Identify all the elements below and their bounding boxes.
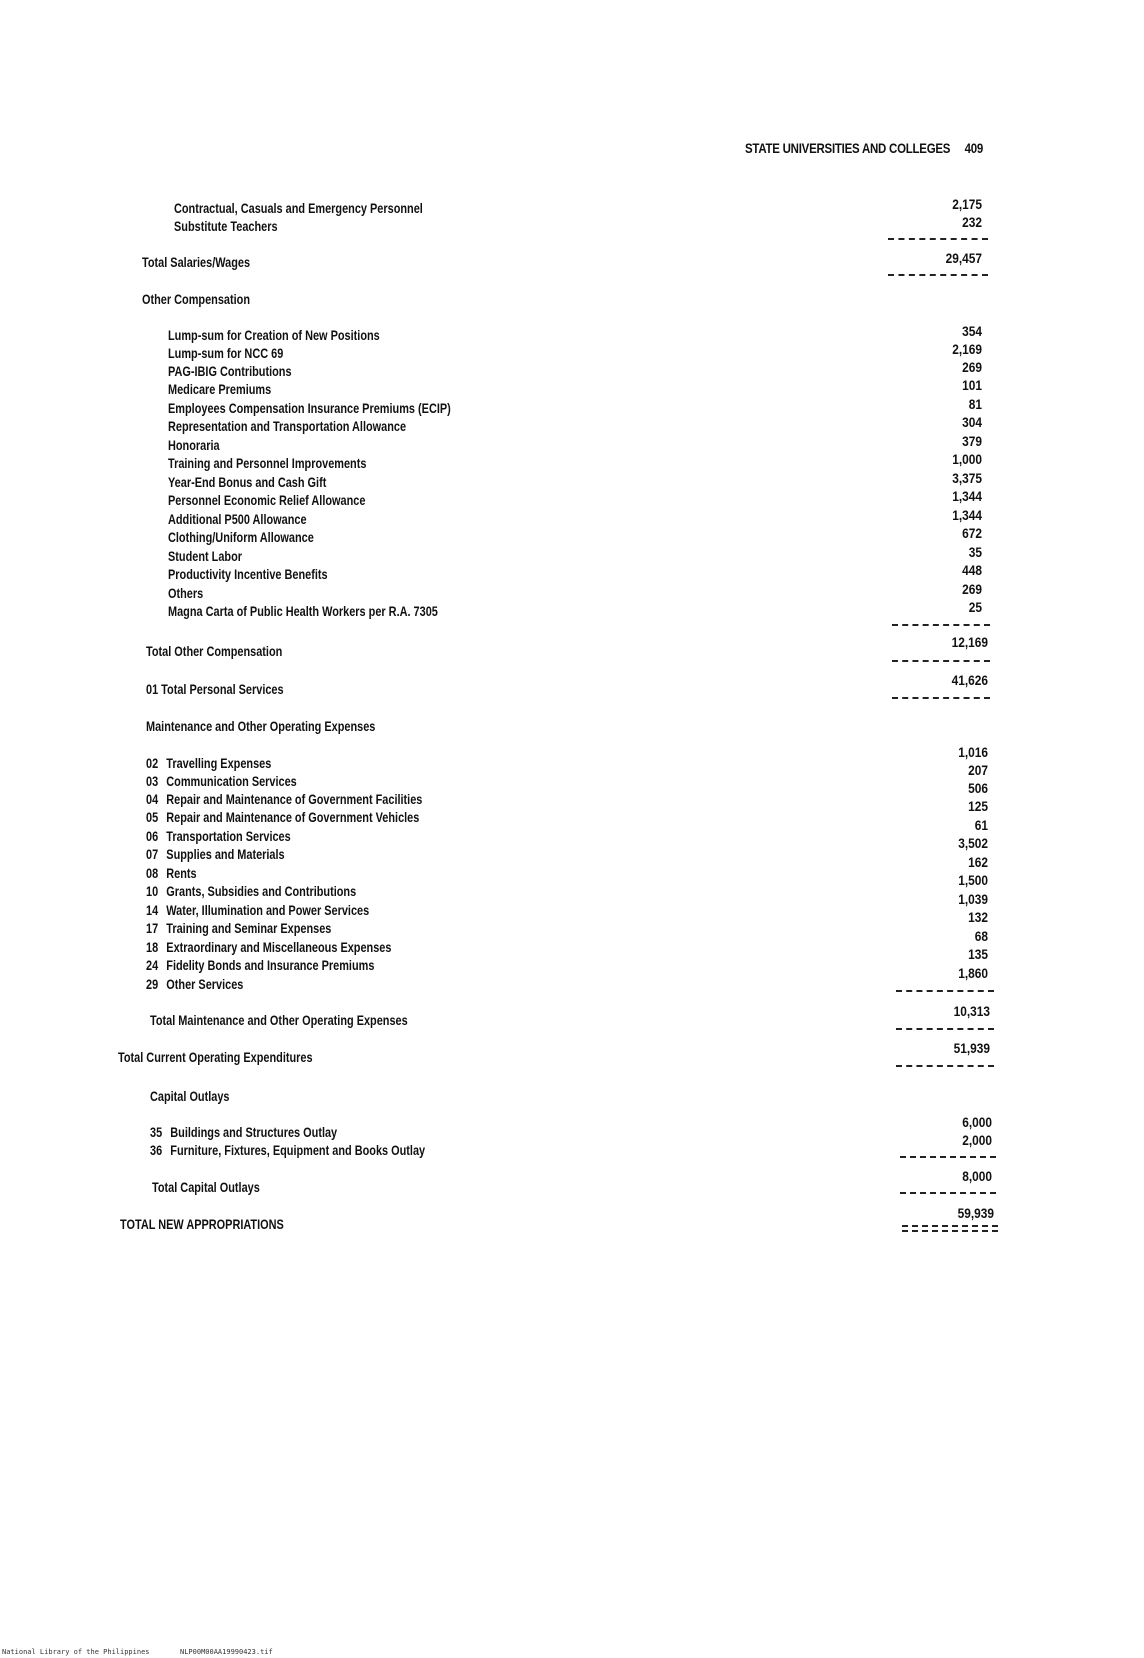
salary-item-amount: 232: [962, 214, 982, 230]
mooe-item-label: Communication Services: [166, 773, 297, 789]
salary-item-amount: 2,175: [952, 196, 982, 212]
subtotal-rule: [896, 990, 994, 992]
other-comp-item-amount: 379: [962, 433, 982, 449]
capital-outlay-item-amount: 6,000: [962, 1114, 992, 1130]
other-comp-item-amount: 1,344: [952, 507, 982, 523]
subtotal-rule: [892, 624, 990, 626]
other-comp-item-label: Personnel Economic Relief Allowance: [168, 492, 366, 508]
other-comp-item-amount: 101: [962, 377, 982, 393]
subtotal-rule: [888, 238, 988, 240]
other-comp-item-amount: 3,375: [952, 470, 982, 486]
salary-item-label: Substitute Teachers: [174, 218, 278, 234]
total-current-operating-amount: 51,939: [953, 1040, 990, 1056]
mooe-item-amount: 207: [968, 762, 988, 778]
object-code: 08: [146, 865, 159, 881]
total-current-operating-label: Total Current Operating Expenditures: [118, 1049, 313, 1065]
total-other-comp-amount: 12,169: [951, 634, 988, 650]
other-comp-item-amount: 1,344: [952, 488, 982, 504]
mooe-item-amount: 61: [974, 817, 988, 833]
capital-outlay-item-label: Furniture, Fixtures, Equipment and Books Outlay: [170, 1142, 426, 1158]
total-rule: [888, 274, 988, 276]
total-salaries-amount: 29,457: [945, 250, 982, 266]
capital-outlay-item: [150, 1124, 337, 1140]
other-comp-item-label: Additional P500 Allowance: [168, 511, 307, 527]
total-mooe-label: Total Maintenance and Other Operating Expenses: [150, 1012, 408, 1028]
mooe-item-amount: 1,016: [958, 744, 988, 760]
mooe-item-label: Fidelity Bonds and Insurance Premiums: [166, 957, 375, 973]
mooe-item: [146, 828, 291, 844]
mooe-item: [146, 865, 197, 881]
object-code: 06: [146, 828, 159, 844]
capital-outlay-item-amount: 2,000: [962, 1132, 992, 1148]
footer-file-id: NLP00M00AA19990423.tif: [180, 1648, 273, 1656]
mooe-item-label: Rents: [166, 865, 197, 881]
other-comp-item-label: Lump-sum for Creation of New Positions: [168, 327, 380, 343]
other-comp-item-label: Student Labor: [168, 548, 243, 564]
other-comp-item-amount: 269: [962, 581, 982, 597]
object-code: 17: [146, 920, 159, 936]
mooe-item-label: Extraordinary and Miscellaneous Expenses: [166, 939, 392, 955]
other-comp-item-amount: 1,000: [952, 451, 982, 467]
total-rule: [892, 697, 990, 699]
mooe-item: [146, 920, 331, 936]
mooe-item-label: Water, Illumination and Power Services: [166, 902, 370, 918]
mooe-item-amount: 135: [968, 946, 988, 962]
other-comp-item-label: Year-End Bonus and Cash Gift: [168, 474, 327, 490]
other-comp-item-amount: 81: [968, 396, 982, 412]
object-code: 10: [146, 883, 159, 899]
other-comp-item-label: Others: [168, 585, 204, 601]
total-rule: [896, 1065, 994, 1067]
section-heading: Other Compensation: [142, 291, 251, 307]
other-comp-item-amount: 269: [962, 359, 982, 375]
mooe-item: [146, 976, 243, 992]
object-code: 14: [146, 902, 159, 918]
mooe-item: [146, 791, 422, 807]
mooe-item-label: Supplies and Materials: [166, 846, 285, 862]
object-code: 29: [146, 976, 159, 992]
mooe-item-amount: 1,039: [958, 891, 988, 907]
object-code: 05: [146, 809, 159, 825]
mooe-item-label: Repair and Maintenance of Government Facilities: [166, 791, 423, 807]
section-heading: Maintenance and Other Operating Expenses: [146, 718, 376, 734]
other-comp-item-label: Medicare Premiums: [168, 381, 272, 397]
mooe-item: [146, 755, 271, 771]
total-capital-outlays-amount: 8,000: [962, 1168, 992, 1184]
mooe-item-label: Training and Seminar Expenses: [166, 920, 332, 936]
other-comp-item-label: Lump-sum for NCC 69: [168, 345, 284, 361]
object-code: 24: [146, 957, 159, 973]
object-code: 18: [146, 939, 159, 955]
mooe-item-label: Transportation Services: [166, 828, 291, 844]
mooe-item: [146, 957, 374, 973]
mooe-item-label: Grants, Subsidies and Contributions: [166, 883, 357, 899]
mooe-item-amount: 506: [968, 780, 988, 796]
mooe-item-amount: 125: [968, 798, 988, 814]
mooe-item: [146, 939, 391, 955]
total-new-appropriations-label: TOTAL NEW APPROPRIATIONS: [120, 1216, 284, 1232]
mooe-item-amount: 3,502: [958, 835, 988, 851]
mooe-item: [146, 846, 285, 862]
mooe-item-label: Other Services: [166, 976, 244, 992]
capital-outlay-item: [150, 1142, 425, 1158]
other-comp-item-label: Honoraria: [168, 437, 220, 453]
mooe-item-amount: 132: [968, 909, 988, 925]
object-code: 02: [146, 755, 159, 771]
object-code: 04: [146, 791, 159, 807]
other-comp-item-amount: 35: [968, 544, 982, 560]
other-comp-item-amount: 448: [962, 562, 982, 578]
mooe-item-amount: 1,860: [958, 965, 988, 981]
page-number: 409: [964, 140, 984, 156]
total-personal-services-amount: 41,626: [951, 672, 988, 688]
other-comp-item-label: PAG-IBIG Contributions: [168, 363, 292, 379]
total-other-comp-label: Total Other Compensation: [146, 643, 283, 659]
mooe-item: [146, 809, 419, 825]
object-code: 03: [146, 773, 159, 789]
object-code: 36: [150, 1142, 163, 1158]
grand-total-double-rule: [902, 1225, 998, 1227]
other-comp-item-label: Clothing/Uniform Allowance: [168, 529, 314, 545]
total-capital-outlays-label: Total Capital Outlays: [152, 1179, 260, 1195]
other-comp-item-label: Productivity Incentive Benefits: [168, 566, 328, 582]
other-comp-item-label: Representation and Transportation Allowance: [168, 418, 407, 434]
other-comp-item-amount: 354: [962, 323, 982, 339]
mooe-item-amount: 162: [968, 854, 988, 870]
subtotal-rule: [900, 1156, 996, 1158]
section-heading: Capital Outlays: [150, 1088, 230, 1104]
mooe-item-amount: 1,500: [958, 872, 988, 888]
object-code: 07: [146, 846, 159, 862]
other-comp-item-label: Training and Personnel Improvements: [168, 455, 367, 471]
total-personal-services-label: 01 Total Personal Services: [146, 681, 284, 697]
object-code: 35: [150, 1124, 163, 1140]
total-rule: [892, 660, 990, 662]
other-comp-item-amount: 672: [962, 525, 982, 541]
total-new-appropriations-amount: 59,939: [957, 1205, 994, 1221]
total-mooe-amount: 10,313: [953, 1003, 990, 1019]
total-salaries-label: Total Salaries/Wages: [142, 254, 251, 270]
mooe-item-label: Repair and Maintenance of Government Vehicles: [166, 809, 420, 825]
mooe-item-amount: 68: [974, 928, 988, 944]
salary-item-label: Contractual, Casuals and Emergency Personnel: [174, 200, 423, 216]
other-comp-item-amount: 304: [962, 414, 982, 430]
other-comp-item-label: Employees Compensation Insurance Premiums (ECIP): [168, 400, 451, 416]
other-comp-item-label: Magna Carta of Public Health Workers per R.A. 7305: [168, 603, 438, 619]
footer-library: National Library of the Philippines: [2, 1648, 150, 1656]
other-comp-item-amount: 2,169: [952, 341, 982, 357]
total-rule: [896, 1028, 994, 1030]
mooe-item: [146, 902, 369, 918]
other-comp-item-amount: 25: [968, 599, 982, 615]
header-title: STATE UNIVERSITIES AND COLLEGES: [745, 140, 951, 156]
mooe-item: [146, 773, 297, 789]
mooe-item-label: Travelling Expenses: [166, 755, 272, 771]
page-header: [745, 140, 983, 156]
capital-outlay-item-label: Buildings and Structures Outlay: [170, 1124, 338, 1140]
total-rule: [900, 1192, 996, 1194]
mooe-item: [146, 883, 356, 899]
